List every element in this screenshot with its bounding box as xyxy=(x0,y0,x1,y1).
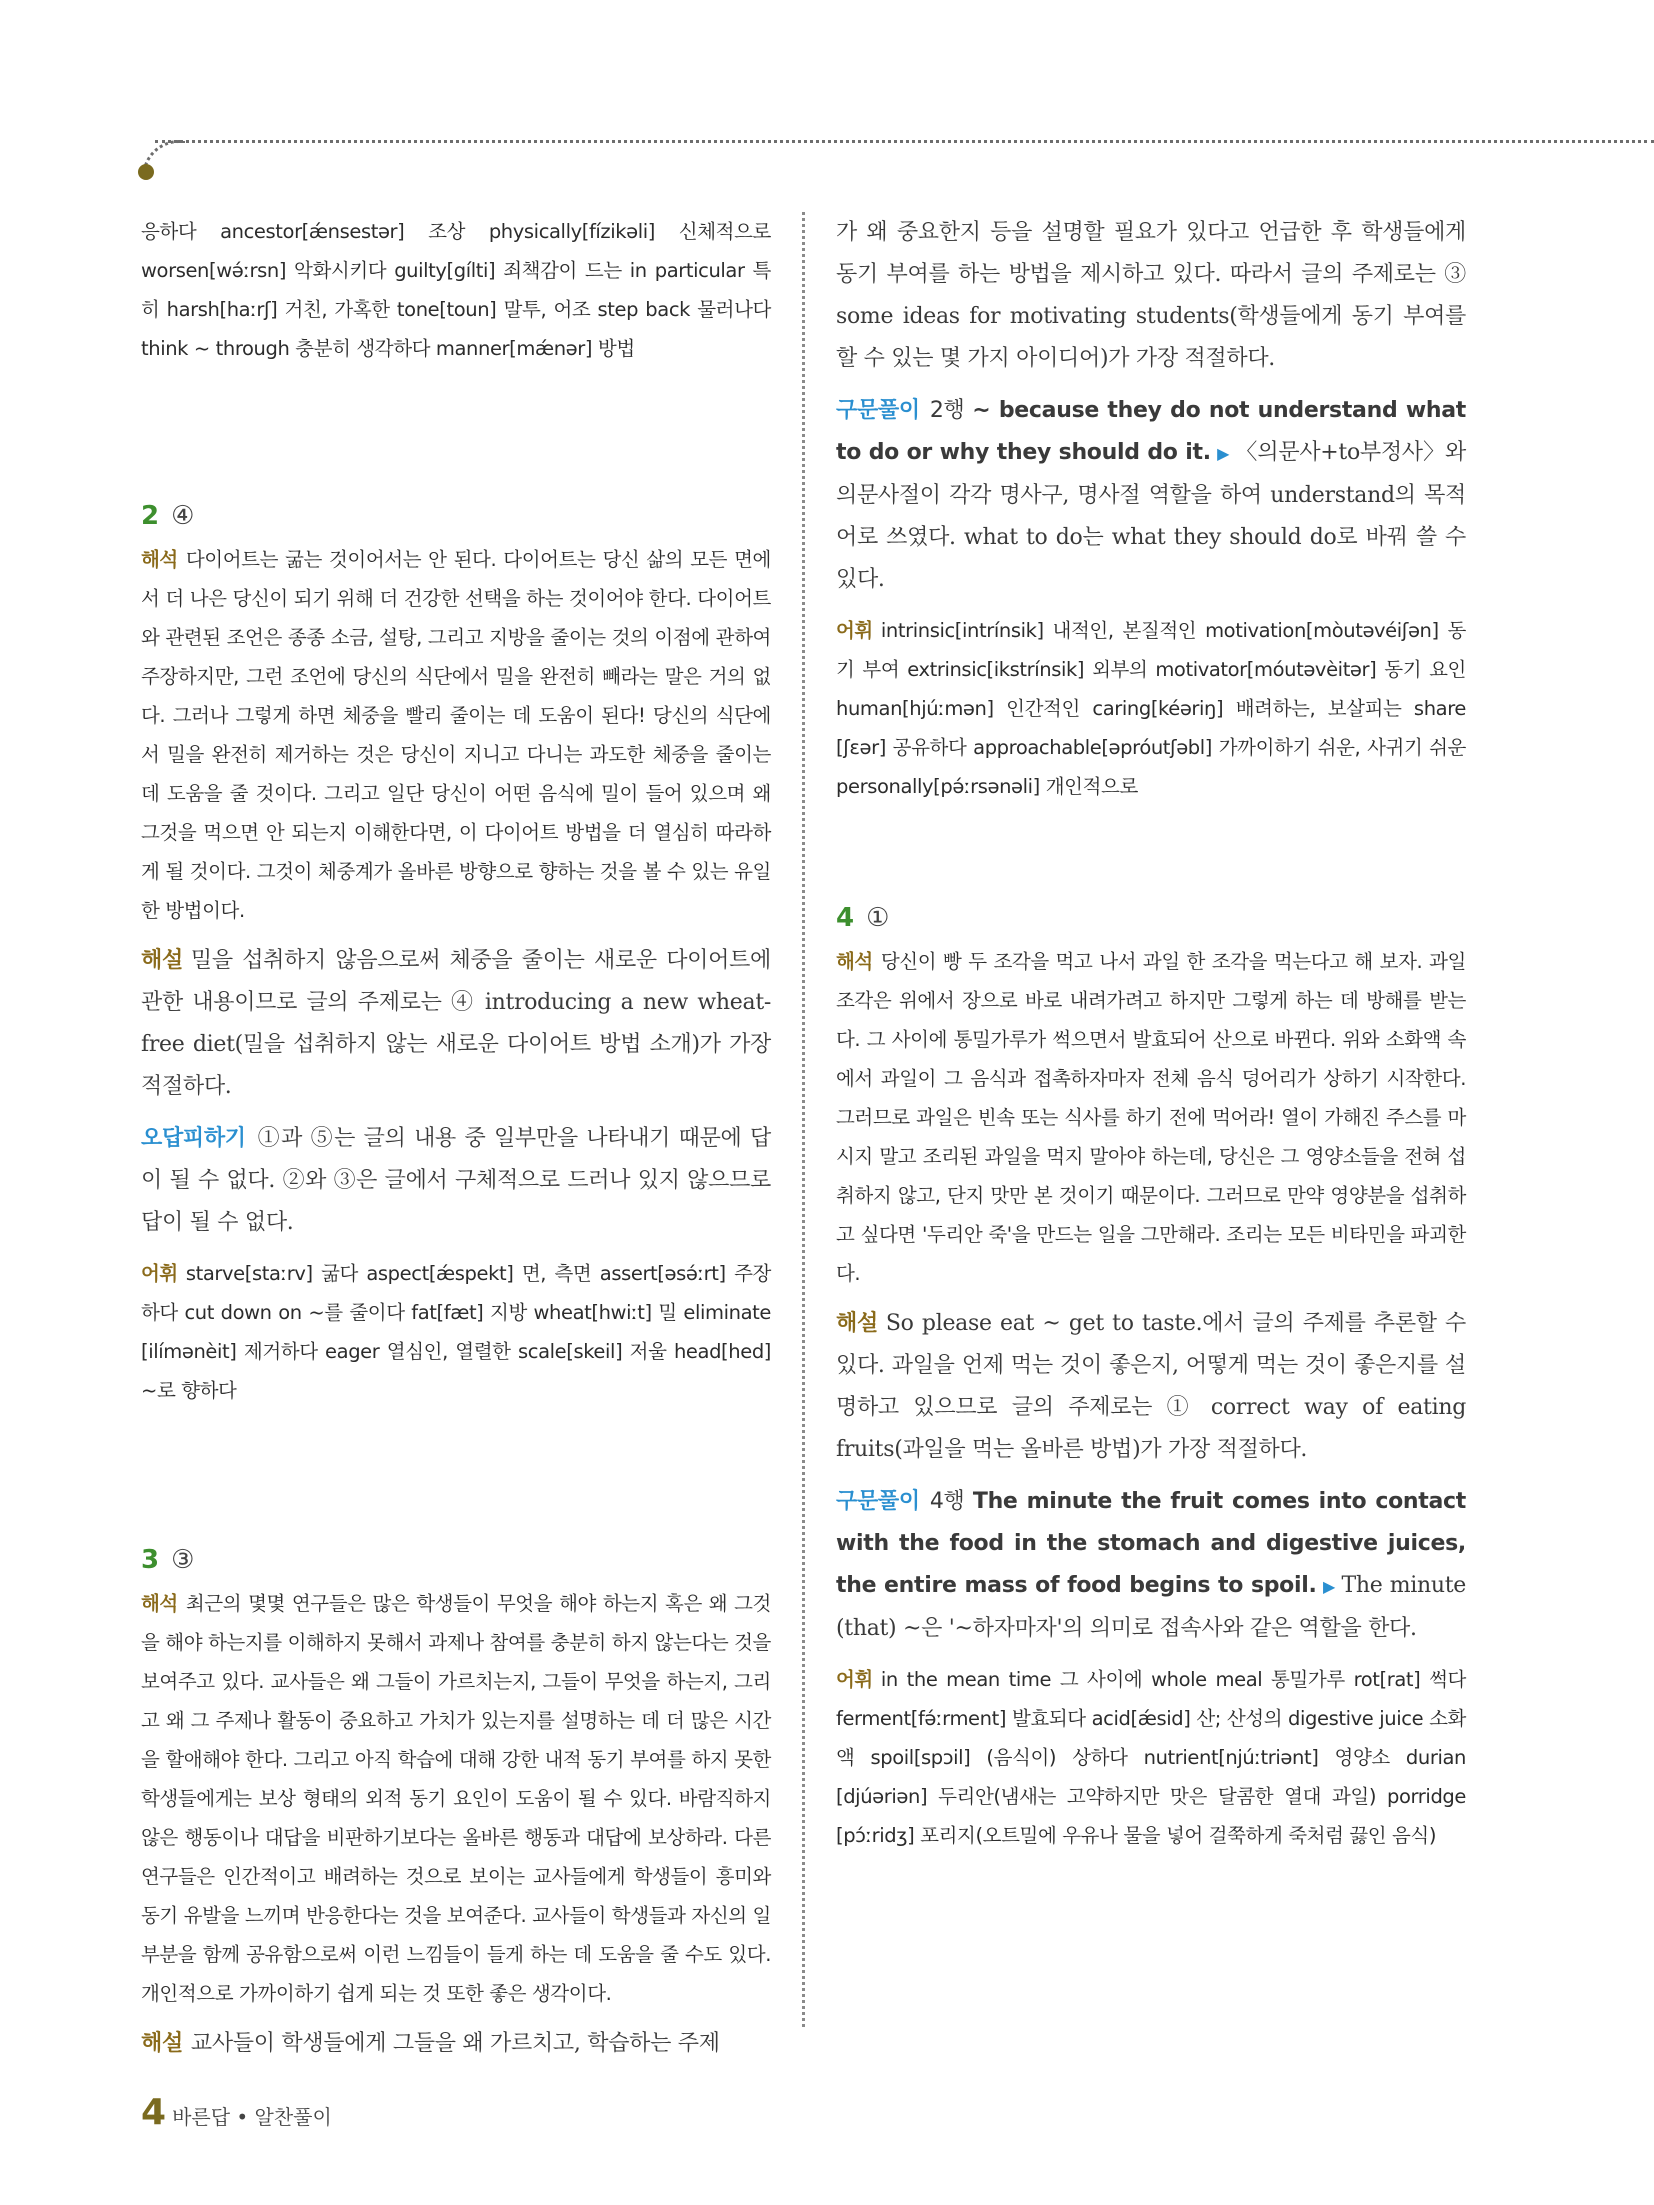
q3-explanation-start-text: 교사들이 학생들에게 그들을 왜 가르치고, 학습하는 주제 xyxy=(190,2031,720,2056)
page-footer xyxy=(141,2092,332,2133)
q2-vocab-text: starve[staːrv] 굶다 aspect[ǽspekt] 면, 측면 assert[əsə́ːrt] 주장하다 cut down on ~를 줄이다 fat[fæt] 지방 wheat[hwiːt] 밀 eliminate [ilímənèit] 제거하다 eager 열심인, 열렬한 scale[skeil] 저울 head[hed] ~로 향하다 xyxy=(141,1262,771,1402)
q3-explanation-start xyxy=(141,2023,771,2065)
q4-syntax xyxy=(836,1481,1466,1650)
q3-translation-text: 최근의 몇몇 연구들은 많은 학생들이 무엇을 해야 하는지 혹은 왜 그것을 해야 하는지를 이해하지 못해서 과제나 참여를 충분히 하지 않는다는 것을 보여주고 있다. 교사들은 왜 그들이 가르치는지, 그들이 무엇을 하는지, 그리고 왜 그 주제나 활동이 중요하고 가치가 있는지를 설명하는 데 더 많은 시간을 할애해야 한다. 그리고 아직 학습에 대해 강한 내적 동기 부여를 하지 못한 학생들에게는 보상 형태의 외적 동기 요인이 도움이 될 수 있다. 바람직하지 않은 행동이나 대답을 비판하기보다는 올바른 행동과 대답에 보상하라. 다른 연구들은 인간적이고 배려하는 것으로 보이는 교사들에게 학생들이 흥미와 동기 유발을 느끼며 반응한다는 것을 보여준다. 교사들이 학생들과 자신의 일부분을 함께 공유함으로써 이런 느낌들이 들게 하는 데 도움을 줄 수도 있다. 개인적으로 가까이하기 쉽게 되는 것 또한 좋은 생각이다. xyxy=(141,1592,771,2005)
question-answer: ④ xyxy=(171,501,195,531)
q4-translation xyxy=(836,942,1466,1293)
label-translation: 해석 xyxy=(141,548,178,571)
q2-wrong-answers xyxy=(141,1118,771,1244)
q2-translation xyxy=(141,540,771,930)
label-wrong-answers: 오답피하기 xyxy=(141,1126,246,1151)
question-number: 3 xyxy=(141,1545,160,1575)
q3-syntax-sentence: ~ because they do not understand what to do or why they should do it. xyxy=(836,398,1466,465)
question-3-heading xyxy=(141,1540,771,1580)
right-column xyxy=(836,212,1466,1865)
label-explanation: 해설 xyxy=(141,2031,183,2056)
triangle-arrow-icon: ▶ xyxy=(1322,1577,1336,1596)
label-syntax: 구문풀이 xyxy=(836,398,920,423)
q4-syntax-line: 4행 xyxy=(929,1489,965,1514)
label-syntax: 구문풀이 xyxy=(836,1489,920,1514)
left-column xyxy=(141,212,771,2075)
q4-explanation xyxy=(836,1303,1466,1471)
q3-translation xyxy=(141,1584,771,2013)
q2-explanation xyxy=(141,940,771,1108)
q2-wrong-text: ①과 ⑤는 글의 내용 중 일부만을 나타내기 때문에 답이 될 수 없다. ②와 ③은 글에서 구체적으로 드러나 있지 않으므로 답이 될 수 없다. xyxy=(141,1126,771,1235)
label-explanation: 해설 xyxy=(141,948,183,973)
q4-syntax-sentence: The minute the fruit comes into contact with the food in the stomach and digestive juices, the entire mass of food begins to spoil. xyxy=(836,1489,1466,1598)
q4-syntax-note: The minute (that) ~은 '~하자마자'의 의미로 접속사와 같은 역할을 한다. xyxy=(836,1573,1466,1641)
label-vocab: 어휘 xyxy=(141,1262,178,1285)
question-answer: ① xyxy=(866,903,890,933)
q4-vocab xyxy=(836,1660,1466,1855)
q3-vocab xyxy=(836,611,1466,806)
q4-explanation-text: So please eat ~ get to taste.에서 글의 주제를 추론할 수 있다. 과일을 언제 먹는 것이 좋은지, 어떻게 먹는 것이 좋은지를 설명하고 있으므로 글의 주제로는 ① correct way of eating fruits(과일을 먹는 올바른 방법)가 가장 적절하다. xyxy=(836,1311,1466,1462)
label-translation: 해석 xyxy=(836,950,873,973)
triangle-arrow-icon: ▶ xyxy=(1216,444,1230,463)
vocab-continued: 응하다 ancestor[ǽnsestər] 조상 physically[fízikəli] 신체적으로 worsen[wə́ːrsn] 악화시키다 guilty[gílti] 죄책감이 드는 in particular 특히 harsh[haːrʃ] 거친, 가혹한 tone[toun] 말투, 어조 step back 물러나다 think ~ through 충분히 생각하다 manner[mǽnər] 방법 xyxy=(141,220,771,360)
column-divider xyxy=(802,212,805,2027)
question-4-heading xyxy=(836,898,1466,938)
q2-explanation-text: 밀을 섭취하지 않음으로써 체중을 줄이는 새로운 다이어트에 관한 내용이므로 글의 주제로는 ④ introducing a new wheat-free diet(밀을 섭취하지 않는 새로운 다이어트 방법 소개)가 가장 적절하다. xyxy=(141,948,771,1099)
label-vocab: 어휘 xyxy=(836,619,873,642)
footer-label: 바른답 • 알찬풀이 xyxy=(172,2105,332,2129)
q4-translation-text: 당신이 빵 두 조각을 먹고 나서 과일 한 조각을 먹는다고 해 보자. 과일 조각은 위에서 장으로 바로 내려가려고 하지만 그렇게 하는 데 방해를 받는다. 그 사이에 통밀가루가 썩으면서 발효되어 산으로 바뀐다. 위와 소화액 속에서 과일이 그 음식과 접촉하자마자 전체 음식 덩어리가 상하기 시작한다. 그러므로 과일은 빈속 또는 식사를 하기 전에 먹어라! 열이 가해진 주스를 마시지 말고 조리된 과일을 먹지 말아야 하는데, 당신은 그 영양소들을 전혀 섭취하지 않고, 단지 맛만 본 것이기 때문이다. 그러므로 만약 영양분을 섭취하고 싶다면 '두리안 죽'을 만드는 일을 그만해라. 조리는 모든 비타민을 파괴한다. xyxy=(836,950,1466,1285)
question-number: 4 xyxy=(836,903,855,933)
label-translation: 해석 xyxy=(141,1592,178,1615)
label-vocab: 어휘 xyxy=(836,1668,873,1691)
question-answer: ③ xyxy=(171,1545,195,1575)
q3-vocab-text: intrinsic[intrínsik] 내적인, 본질적인 motivation[mòutəvéiʃən] 동기 부여 extrinsic[ikstrínsik] 외부의 motivator[móutəvèitər] 동기 요인 human[hjúːmən] 인간적인 caring[kéəriŋ] 배려하는, 보살피는 share [ʃɛər] 공유하다 approachable[əpróutʃəbl] 가까이하기 쉬운, 사귀기 쉬운 personally[pə́ːrsənəli] 개인적으로 xyxy=(836,619,1466,798)
question-2-heading xyxy=(141,496,771,536)
q3-syntax-note: 〈의문사+to부정사〉와 의문사절이 각각 명사구, 명사절 역할을 하여 understand의 목적어로 쓰였다. what to do는 what they should do로 바꿔 쓸 수 있다. xyxy=(836,440,1467,592)
q3-syntax-line: 2행 xyxy=(929,398,965,423)
page-number: 4 xyxy=(141,2092,167,2133)
q4-vocab-text: in the mean time 그 사이에 whole meal 통밀가루 rot[rat] 썩다 ferment[fə́ːrment] 발효되다 acid[ǽsid] 산; 산성의 digestive juice 소화액 spoil[spɔil] (음식이) 상하다 nutrient[njúːtriənt] 영양소 durian [djúəriən] 두리안(냄새는 고약하지만 맛은 달콤한 열대 과일) porridge [pɔ́ːridʒ] 포리지(오트밀에 우유나 물을 넣어 걸쭉하게 죽처럼 끓인 음식) xyxy=(836,1668,1466,1847)
q2-translation-text: 다이어트는 굶는 것이어서는 안 된다. 다이어트는 당신 삶의 모든 면에서 더 나은 당신이 되기 위해 더 건강한 선택을 하는 것이어야 한다. 다이어트와 관련된 조언은 종종 소금, 설탕, 그리고 지방을 줄이는 것의 이점에 관하여 주장하지만, 그런 조언에 당신의 식단에서 밀을 완전히 빼라는 말은 거의 없다. 그러나 그렇게 하면 체중을 빨리 줄이는 데 도움이 된다! 당신의 식단에서 밀을 완전히 제거하는 것은 당신이 지니고 다니는 과도한 체중을 줄이는 데 도움을 줄 것이다. 그리고 일단 당신이 어떤 음식에 밀이 들어 있으며 왜 그것을 먹으면 안 되는지 이해한다면, 이 다이어트 방법을 더 열심히 따라하게 될 것이다. 그것이 체중계가 올바른 방향으로 향하는 것을 볼 수 있는 유일한 방법이다. xyxy=(141,548,771,922)
question-number: 2 xyxy=(141,501,160,531)
q3-syntax xyxy=(836,390,1466,601)
q3-explanation-continued: 가 왜 중요한지 등을 설명할 필요가 있다고 언급한 후 학생들에게 동기 부여를 하는 방법을 제시하고 있다. 따라서 글의 주제로는 ③ some ideas for motivating students(학생들에게 동기 부여를 할 수 있는 몇 가지 아이디어)가 가장 적절하다. xyxy=(836,220,1466,371)
q2-vocab xyxy=(141,1254,771,1410)
header-dotted-line xyxy=(155,140,1654,143)
header-dot-ornament xyxy=(138,164,154,180)
label-explanation: 해설 xyxy=(836,1311,878,1336)
